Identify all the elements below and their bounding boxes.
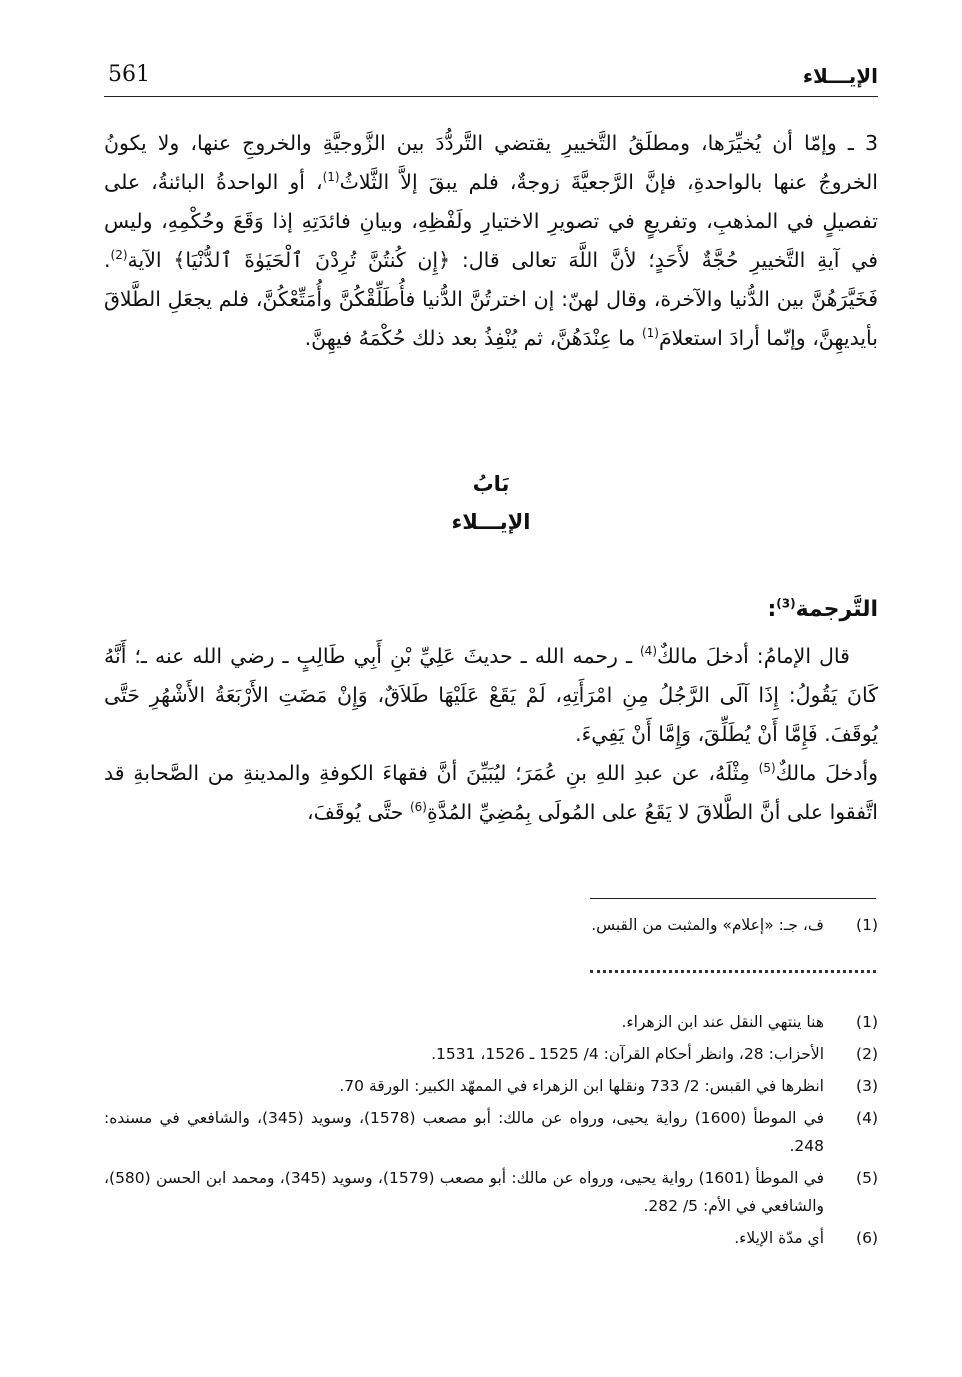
paragraph-ibn-umar xyxy=(104,754,878,832)
main-text xyxy=(104,637,878,832)
footnote-text: في الموطأ (1600) رواية يحيى، ورواه عن مالك: أبو مصعب (1578)، وسويد (345)، والشافعي في مسنده: 248. xyxy=(104,1109,824,1155)
footnote-number: (4) xyxy=(856,1109,878,1127)
footnote-number: (3) xyxy=(856,1077,878,1095)
footnote-text: الأحزاب: 28، وانظر أحكام القرآن: 4/ 1525 ـ 1526، 1531. xyxy=(431,1045,824,1063)
footnote-text: انظرها في القبس: 2/ 733 ونقلها ابن الزهراء في الممهّد الكبير: الورقة 70. xyxy=(339,1077,824,1095)
footnote-text: ف، جـ: «إعلام» والمثبت من القبس. xyxy=(591,916,824,934)
footnote-item xyxy=(104,1008,878,1036)
text-run: ، أو الواحدةُ البائنةُ، على تفصيلٍ في المذهبِ، وتفريعٍ في تصويرِ الاختيارِ ولَفْظِهِ، وبيانِ فائدَتِهِ إذا وَقَعَ وحُكْمِهِ، وليس في آيةِ التَّخييرِ حُجَّةٌ لأَحَدٍ؛ لأنَّ اللَّهَ تعالى قال: ﴿إِن كُنتُنَّ تُرِدْنَ ٱلْحَيَوٰةَ ٱلدُّنْيَا﴾ الآية xyxy=(104,170,878,272)
footnote-ref: (4) xyxy=(639,644,657,659)
text-run: مِثْلَهُ، عن عبدِ اللهِ بنِ عُمَرَ؛ ليُبَيِّنَ أنَّ فقهاءَ الكوفةِ والمدينةِ من الصَّحابةِ قد اتَّفقوا على أنَّ الطَّلاقَ لا يَقَعُ على المُولَى بِمُضِيِّ المُدَّةِ xyxy=(104,761,878,824)
translation-heading xyxy=(767,597,878,622)
chapter-title: الإيـــلاء xyxy=(451,510,531,534)
footnote-text: هنا ينتهي النقل عند ابن الزهراء. xyxy=(621,1013,824,1031)
translation-colon: : xyxy=(767,597,777,622)
translation-label-text: التَّرجمة xyxy=(795,597,878,622)
footnote-item xyxy=(104,1224,878,1252)
paragraph-3 xyxy=(104,124,878,358)
footnote-number: (1) xyxy=(856,916,878,934)
running-title: الإيـــلاء xyxy=(802,64,878,88)
footnote-number: (2) xyxy=(856,1045,878,1063)
footnote-text: أي مدّة الإيلاء. xyxy=(734,1229,824,1247)
text-run: ما عِنْدَهُنَّ، ثم يُنْفِذُ بعد ذلك حُكْمَهُ فيهِنَّ. xyxy=(304,326,642,350)
footnote-ref: (5) xyxy=(758,761,776,776)
footnote-item xyxy=(104,1072,878,1100)
footnote-number: (5) xyxy=(856,1169,878,1187)
text-run: ـ رحمه الله ـ حديثَ عَلِيِّ بْنِ أَبِي طَالِبٍ ـ رضي الله عنه ـ؛ أَنَّهُ كَانَ يَقُولُ: إِذَا آلَى الرَّجُلُ مِنِ امْرَأَتِهِ، لَمْ يَقَعْ عَلَيْهَا طَلاَقٌ، وَإِنْ مَضَتِ الأَرْبَعَةُ الأَشْهُرِ حَتَّى يُوقَفَ. فَإِمَّا أَنْ يُطَلِّقَ، وَإِمَّا أَنْ يَفِيءَ. xyxy=(104,644,878,746)
footnote-number: (6) xyxy=(856,1229,878,1247)
footnote-ref: (2) xyxy=(110,248,128,263)
page-number: 561 xyxy=(108,62,150,87)
footnote-item xyxy=(104,1164,878,1220)
text-run: 3 ـ وإمّا أن يُخيِّرَها، ومطلَقُ التَّخييرِ يقتضي التَّردُّدَ بين الزَّوجيَّةِ والخروجِ عنها، ولا يكونُ الخروجُ عنها بالواحدةِ، فإنَّ الرَّجعيَّةَ زوجةٌ، فلم يبقَ إلاَّ الثَّلاثُ xyxy=(104,131,878,194)
running-header xyxy=(104,56,878,97)
footnote-ref: (6) xyxy=(409,800,427,815)
editor-footnotes xyxy=(104,911,878,939)
footnote-ref: (3) xyxy=(776,596,796,611)
footnote-ref: (1) xyxy=(641,326,659,341)
chapter-heading: بَابُ xyxy=(472,472,510,496)
footnote-item xyxy=(104,911,878,939)
source-footnotes xyxy=(104,1008,878,1256)
text-run: . فَخَيَّرَهُنَّ بين الدُّنيا والآخرة، وقال لهنّ: إن اخترتُنَّ الدُّنيا فأُطَلِّقْكُنَّ وأُمَتِّعْكُنَّ، فلم يجعَلِ الطَّلاقَ بأيديهِنَّ، وإنّما أرادَ استعلامَ xyxy=(104,248,878,350)
footnote-item xyxy=(104,1104,878,1160)
footnote-divider xyxy=(590,898,876,899)
paragraph-3-text xyxy=(104,124,878,358)
text-run: حتَّى يُوقَفَ، xyxy=(307,800,410,824)
text-run: قال الإمامُ: أدخلَ مالكٌ xyxy=(657,644,850,668)
footnote-number: (1) xyxy=(856,1013,878,1031)
paragraph-ali-hadith xyxy=(104,637,878,754)
footnote-text: في الموطأ (1601) رواية يحيى، ورواه عن مالك: أبو مصعب (1579)، وسويد (345)، ومحمد ابن الحسن (580)، والشافعي في الأم: 5/ 282. xyxy=(104,1169,824,1215)
dotted-divider xyxy=(590,970,876,973)
text-run: وأدخلَ مالكٌ xyxy=(775,761,878,785)
footnote-ref: (1) xyxy=(322,170,340,185)
footnote-item xyxy=(104,1040,878,1068)
